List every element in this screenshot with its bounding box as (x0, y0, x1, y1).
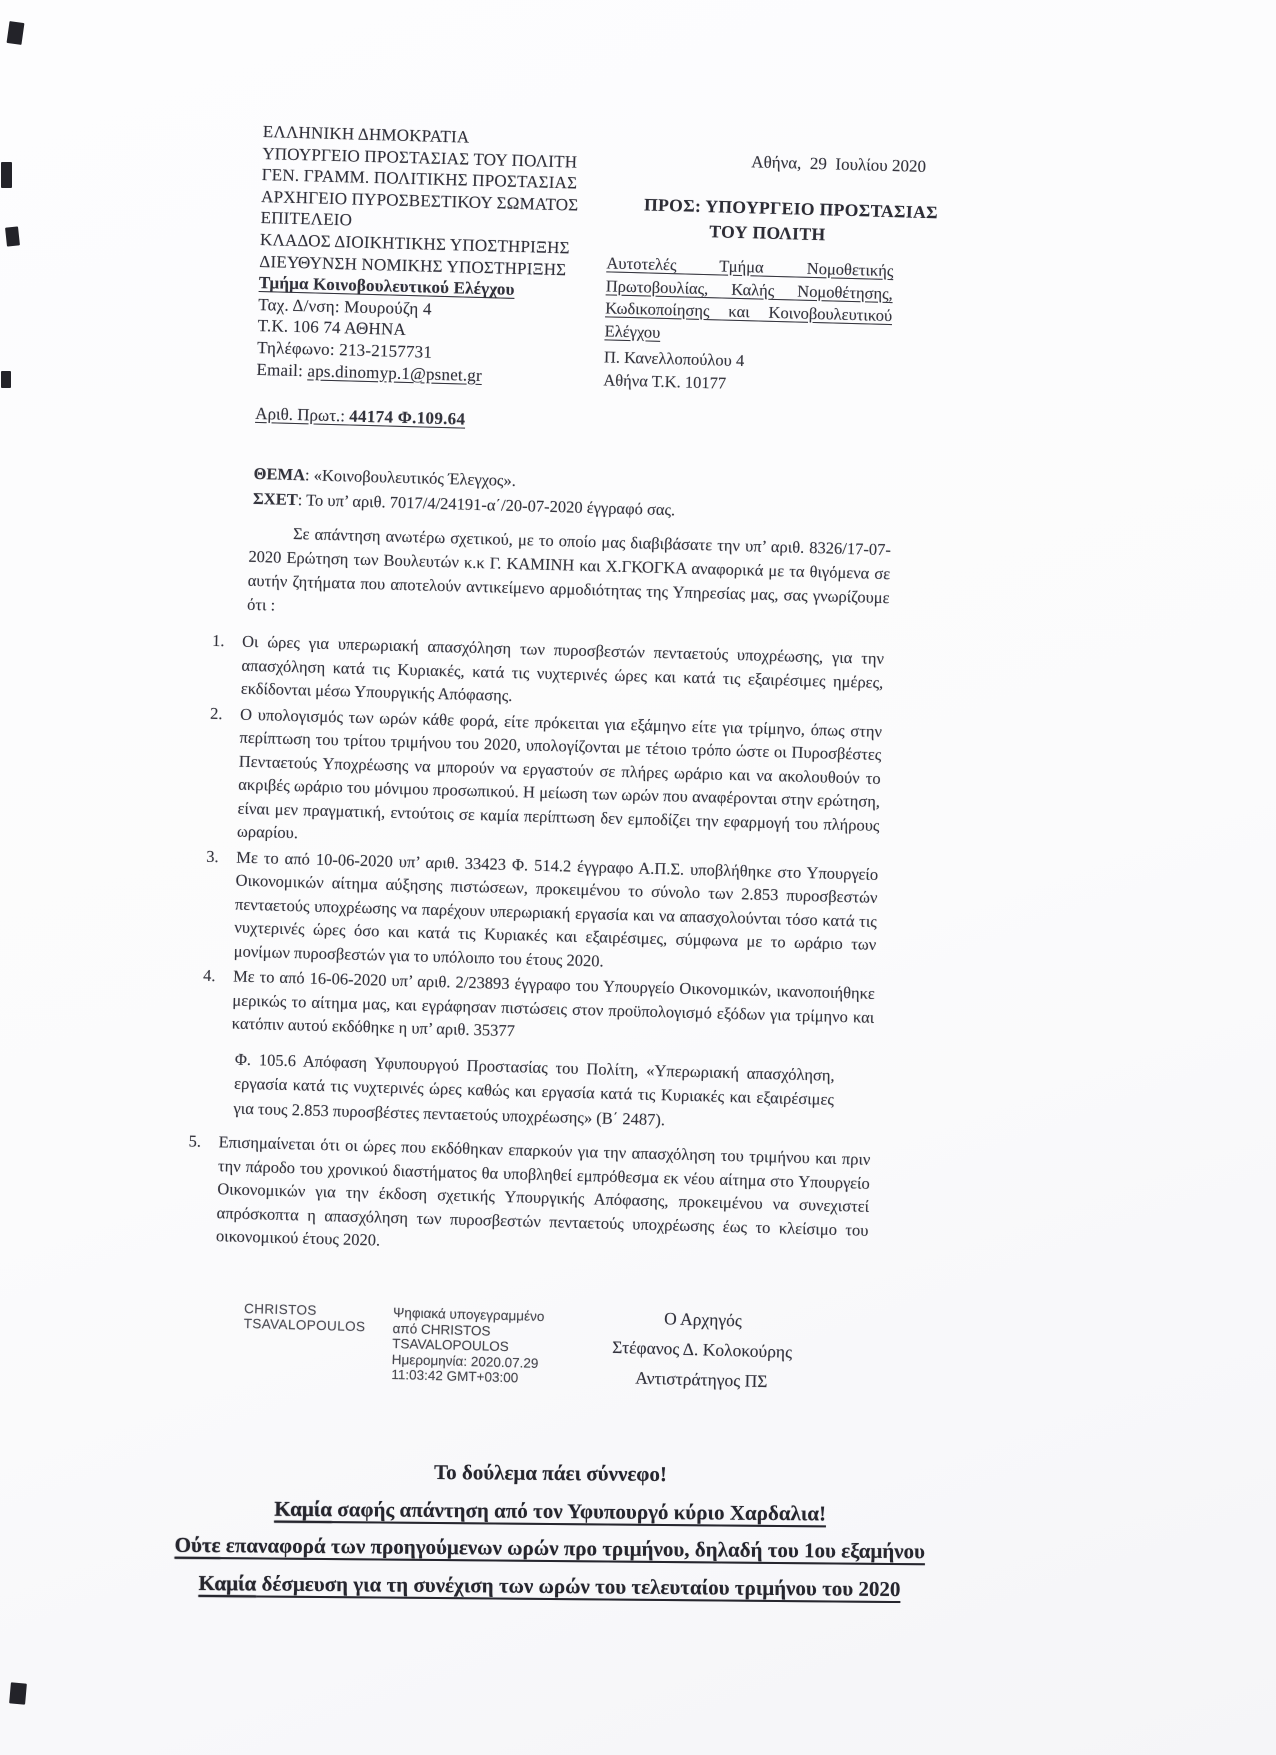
sender-line: ΕΛΛΗΝΙΚΗ ΔΗΜΟΚΡΑΤΙΑ (262, 122, 470, 147)
recipient-to-line2: ΤΟΥ ΠΟΛΙΤΗ (709, 221, 826, 245)
annotations (69, 1451, 1030, 1609)
protocol-number: 44174 Φ.109.64 (349, 406, 466, 429)
sender-line: ΚΛΑΔΟΣ ΔΙΟΙΚΗΤΙΚΗΣ ΥΠΟΣΤΗΡΙΞΗΣ (259, 229, 570, 258)
intro-paragraph: Σε απάντηση ανωτέρω σχετικού, με το οποίο μας διαβιβάσατε την υπ’ αριθ. 8326/17-07-2020 Ερώτηση των Βουλευτών κ.κ Γ. ΚΑΜΙΝΗ και Χ.ΓΚΟΓΚΑ αναφορικά με τα θιγόμενα σε αυτήν ζητήματα που αποτελούν αντικείμενο αρμοδιότητας της Υπηρεσίας μας, σας γνωρίζουμε ότι : (246, 523, 892, 615)
list-item-number: 5. (188, 1131, 202, 1151)
annotation-line-2: Καμία σαφής απάντηση από τον Υφυπουργό κύριο Χαρδαλια! (274, 1496, 827, 1525)
subject-line: ΘΕΜΑ: «Κοινοβουλευτικός Έλεγχος». (253, 463, 517, 490)
email-label: Email: (256, 359, 308, 380)
signature-title-block (566, 1301, 838, 1398)
signature-stamp: Ψηφιακά υπογεγραμμένο από CHRISTOS TSAVALOPOULOS Ημερομηνία: 2020.07.29 11:03:42 GMT+03:00 (391, 1304, 545, 1386)
list-item-text: Οι ώρες για υπερωριακή απασχόληση των πυροσβεστών πενταετούς υποχρέωσης, για την απασχόληση κατά τις Κυριακές, κατά τις νυχτερινές ώρες και κατά τις εξαιρέσιμες ημέρες, εκδίδονται μέσω Υπουργικής Απόφασης. (240, 631, 885, 705)
sender-line: ΑΡΧΗΓΕΙΟ ΠΥΡΟΣΒΕΣΤΙΚΟΥ ΣΩΜΑΤΟΣ (260, 186, 579, 215)
sender-email: aps.dinomyp.1@psnet.gr (307, 360, 483, 385)
list-item-number: 2. (209, 703, 223, 723)
signature-title: Ο Αρχηγός (663, 1308, 743, 1331)
reference-label: ΣΧΕΤ (252, 488, 298, 510)
list-item (203, 844, 878, 980)
protocol-line (255, 404, 465, 430)
protocol-label: Αριθ. Πρωτ.: (255, 403, 350, 426)
list-item-text: Με το από 10-06-2020 υπ’ αριθ. 33423 Φ. 514.2 έγγραφο Α.Π.Σ. υποβλήθηκε στο Υπουργείο Οικονομικών αίτημα αύξησης πιστώσεων, προκειμένου το σύνολο των 2.853 πυροσβεστών πενταετούς υποχρέωσης να παρέχουν υπερωριακή εργασία και να απασχολούνται τόσο κατά τις νυχτερινές ώρες όσο και κατά τις Κυριακές και εξαιρέσιμες, σύμφωνα με το ωράριο των μονίμων πυροσβεστών για το υπόλοιπο του έτους 2020. (233, 847, 879, 971)
sender-phone: Τηλέφωνο: 213-2157731 (256, 337, 433, 362)
recipient-to-line1: ΠΡΟΣ: ΥΠΟΥΡΓΕΙΟ ΠΡΟΣΤΑΣΙΑΣ (643, 194, 939, 223)
sender-line: ΔΙΕΥΘΥΝΣΗ ΝΟΜΙΚΗΣ ΥΠΟΣΤΗΡΙΞΗΣ (259, 251, 567, 279)
sender-department: Τμήμα Κοινοβουλευτικού Ελέγχου (258, 273, 515, 300)
recipient-details (603, 252, 894, 399)
numbered-list (188, 629, 885, 1267)
signature-rank: Αντιστράτηγος ΠΣ (635, 1367, 768, 1392)
sender-line: ΓΕΝ. ΓΡΑΜΜ. ΠΟΛΙΤΙΚΗΣ ΠΡΟΣΤΑΣΙΑΣ (261, 165, 578, 193)
annotation-line-1: Το δούλεμα πάει σύννεφο! (433, 1459, 668, 1487)
sender-line: ΥΠΟΥΡΓΕΙΟ ΠΡΟΣΤΑΣΙΑΣ ΤΟΥ ΠΟΛΙΤΗ (262, 143, 578, 172)
item4-continuation: Φ. 105.6 Απόφαση Υφυπουργού Προστασίας του Πολίτη, «Υπερωριακή απασχόληση, εργασία κατά τις νυχτερινές ώρες καθώς και εργασία κατά τις Κυριακές και εξαιρέσιμες για τους 2.853 πυροσβέστες πενταετούς υποχρέωσης» (Β΄ 2487). (233, 1049, 835, 1129)
sender-address: Ταχ. Δ/νση: Μουρούζη 4 (258, 294, 432, 319)
recipient-department: Αυτοτελές Τμήμα Νομοθετικής Πρωτοβουλίας, Καλής Νομοθέτησης, Κωδικοποίησης και Κοινοβουλευτικού Ελέγχου (604, 253, 894, 342)
list-item-text: Με το από 16-06-2020 υπ’ αριθ. 2/23893 έγγραφο του Υπουργείο Οικονομικών, ικανοποιήθηκε μερικώς το αίτημα μας, και εγράφησαν πιστώσεις στον προϋπολογισμό εξόδων για τρίμηνο και κατόπιν αυτού εκδόθηκε η υπ’ αριθ. 35377 (231, 966, 876, 1041)
annotation-line-4: Καμία δέσμευση για τη συνέχιση των ωρών του τελευταίου τριμήνου του 2020 (198, 1570, 901, 1601)
sender-line: ΕΠΙΤΕΛΕΙΟ (260, 208, 353, 230)
list-item-text: Επισημαίνεται ότι οι ώρες που εκδόθηκαν επαρκούν για την απασχόληση του τριμήνου και πριν την πάροδο του χρονικού διαστήματος θα υποβληθεί εμπρόθεσμα εκ νέου αίτημα στο Υπουργείο Οικονομικών για την έκδοση σχετικής Υπουργικής Απόφασης, προκειμένου να συνεχιστεί απρόσκοπτα η απασχόληση των πυροσβεστών πενταετούς υποχρέωσης έως το κλείσιμο του οικονομικού έτους 2020. (215, 1132, 871, 1250)
subject-block (253, 461, 677, 522)
list-item-text: Ο υπολογισμός των ωρών κάθε φορά, είτε πρόκειται για εξάμηνο είτε για τρίμηνο, όπως στην περίπτωση του τρίτου τριμήνου του 2020, υπολογίζονται με τέτοιο τρόπο ώστε οι Πυροσβέστες Πενταετούς Υποχρέωσης να μπορούν να εργαστούν σε πλήρες ωράριο και να ακολουθούν το ακριβές ωράριο του μόνιμου προσωπικού. Η μείωση των ωρών που αναφέρονται στην ερώτηση, είναι μεν πραγματική, εντούτοις σε καμία περίπτωση δεν εμποδίζει την εφαρμογή του πλήρους ωραρίου. (236, 704, 883, 843)
list-item-number: 3. (206, 846, 219, 866)
recipient-to (643, 192, 938, 250)
to-label: ΠΡΟΣ: (643, 194, 706, 217)
subject-label: ΘΕΜΑ (253, 463, 306, 485)
signature-name: Στέφανος Δ. Κολοκούρης (612, 1336, 793, 1362)
signature-digital-name: CHRISTOS TSAVALOPOULOS (243, 1300, 366, 1335)
list-item (186, 1129, 871, 1265)
sender-block (256, 121, 615, 390)
recipient-address: Π. Κανελλοπούλου 4 (603, 347, 745, 371)
date-line: Αθήνα, 29 Ιουλίου 2020 (751, 152, 927, 176)
list-item-number: 4. (202, 965, 216, 986)
sender-postal: Τ.Κ. 106 74 ΑΘΗΝΑ (257, 316, 407, 340)
recipient-city: Αθήνα Τ.Κ. 10177 (603, 369, 727, 393)
list-item-number: 1. (211, 630, 225, 651)
reference-line: ΣΧΕΤ: Το υπ’ αριθ. 7017/4/24191-α΄/20-07-2020 έγγραφό σας. (252, 488, 676, 520)
list-item (207, 701, 883, 860)
annotation-line-3: Ούτε επαναφορά των προηγούμενων ωρών προ τριμήνου, δηλαδή του 1ου εξαμήνου (174, 1532, 926, 1564)
